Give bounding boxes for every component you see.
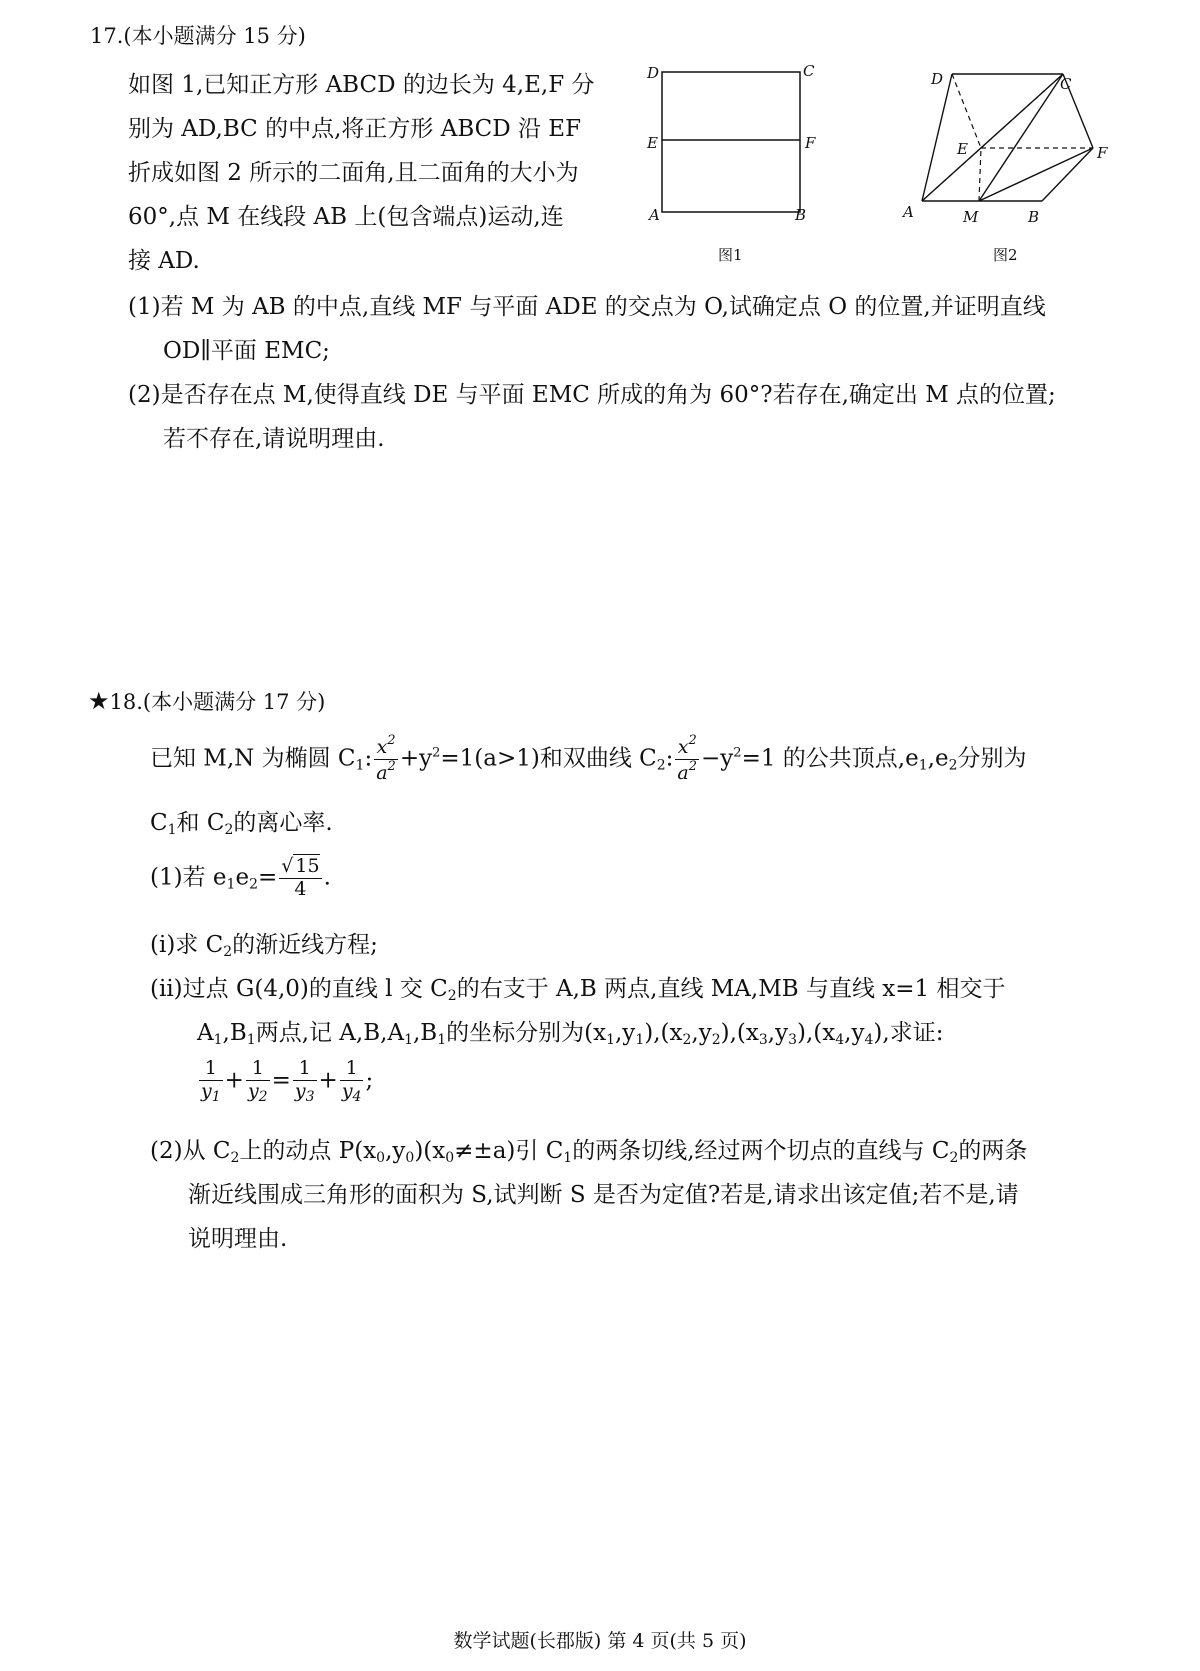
a: a: [677, 761, 689, 784]
s: 4: [835, 1032, 845, 1048]
figure-1: [640, 56, 830, 271]
plus: +: [318, 1067, 338, 1094]
q18-part2-line1: [150, 1132, 1027, 1166]
q18-part2-line3: 说明理由.: [188, 1226, 288, 1252]
sup-2: 2: [733, 745, 742, 761]
s: 1: [211, 1088, 221, 1105]
sub-2: 2: [224, 822, 234, 838]
hyperbola-fraction: [675, 734, 699, 785]
sqrt15-over-4: [279, 856, 321, 901]
s: 2: [230, 1150, 240, 1166]
fig1-caption: 图1: [718, 246, 743, 264]
t: 的坐标分别为(x: [446, 1020, 607, 1046]
star-icon: ★: [88, 687, 110, 715]
t: ),(x: [797, 1020, 836, 1046]
plus: +: [224, 1067, 244, 1094]
pii-a: (ⅱ)过点 G(4,0)的直线 l 交 C: [150, 976, 448, 1002]
t: 的两条切线,经过两个切点的直线与 C: [572, 1138, 950, 1164]
q17-stem-line-1: 如图 1,已知正方形 ABCD 的边长为 4,E,F 分: [128, 72, 595, 98]
s: 1: [404, 1032, 413, 1048]
y: y: [294, 1079, 306, 1102]
t: ,B: [222, 1020, 247, 1046]
s: 0: [405, 1150, 415, 1166]
fig2-dash-ae: [922, 148, 981, 201]
q17-stem-line-4: 60°,点 M 在线段 AB 上(包含端点)运动,连: [128, 204, 564, 230]
frac-1-y1: [199, 1058, 223, 1105]
fig1-label-f: F: [805, 134, 816, 152]
fig1-square: [662, 72, 800, 212]
t: ,y: [615, 1020, 636, 1046]
a: a: [376, 761, 388, 784]
comma-e: ,e: [927, 745, 949, 772]
sub-2: 2: [249, 876, 258, 893]
fig2-dash-de: [952, 74, 981, 148]
sub-2: 2: [447, 988, 457, 1004]
equals: =: [257, 864, 278, 891]
respectively: 分别为: [957, 745, 1027, 772]
q18-part2-line2: 渐近线围成三角形的面积为 S,试判断 S 是否为定值?若是,请求出该定值;若不是,请: [188, 1182, 1019, 1208]
sub-2: 2: [223, 944, 233, 960]
fig2-edge-da: [922, 74, 952, 201]
sub-1: 1: [167, 822, 177, 838]
fig2-label-m: M: [963, 208, 979, 226]
t: (2)从 C: [150, 1138, 231, 1164]
sup-2: 2: [387, 733, 396, 748]
fig1-label-d: D: [647, 64, 660, 82]
eccentricity-text: 的离心率.: [233, 810, 333, 836]
pi-tail: 的渐近线方程;: [232, 932, 378, 958]
s: 3: [788, 1032, 798, 1048]
q18-stem-line-2: [150, 804, 333, 838]
fig1-label-e: E: [647, 134, 658, 152]
n: 1: [293, 1058, 317, 1081]
t: ,y: [844, 1020, 865, 1046]
n: 1: [246, 1058, 270, 1081]
fig2-caption: 图2: [993, 246, 1018, 264]
s: 4: [864, 1032, 874, 1048]
s: 2: [682, 1032, 692, 1048]
s: 2: [258, 1088, 268, 1105]
fig2-dash-me: [979, 148, 981, 201]
n: 1: [199, 1058, 223, 1081]
fig2-label-b: B: [1028, 208, 1040, 226]
q18-header: 18.(本小题满分 17 分): [109, 690, 326, 714]
plus-y: +y: [399, 745, 433, 772]
s: 1: [635, 1032, 645, 1048]
s: 1: [246, 1032, 256, 1048]
p1-prefix: (1)若 e: [150, 864, 227, 891]
sup-2: 2: [688, 733, 697, 748]
fig2-label-f: F: [1097, 144, 1108, 162]
s: 1: [437, 1032, 447, 1048]
q17-stem-line-2: 别为 AD,BC 的中点,将正方形 ABCD 沿 EF: [128, 116, 582, 142]
sub-1: 1: [226, 876, 236, 893]
fig1-label-c: C: [803, 62, 815, 80]
sup-2: 2: [432, 745, 441, 761]
t: 两点,记 A,B,A: [255, 1020, 405, 1046]
fig2-edge-bf: [1042, 148, 1093, 201]
sub-1: 1: [355, 757, 365, 774]
q17-stem-line-5: 接 AD.: [128, 248, 200, 274]
fig2-label-d: D: [931, 70, 944, 88]
colon: :: [364, 745, 373, 772]
semicolon: ;: [365, 1067, 374, 1094]
pii-b: 的右支于 A,B 两点,直线 MA,MB 与直线 x=1 相交于: [456, 976, 1006, 1002]
e: e: [235, 864, 250, 891]
t: ,B: [412, 1020, 438, 1046]
t: ),(x: [720, 1020, 759, 1046]
t: 的两条: [958, 1138, 1028, 1164]
t: )(x: [414, 1138, 446, 1164]
q18-stem-line-1: [150, 734, 1027, 785]
s: 2: [711, 1032, 721, 1048]
fig2-label-e: E: [957, 140, 968, 158]
pi-prefix: (ⅰ)求 C: [150, 932, 224, 958]
s: 1: [563, 1150, 573, 1166]
t: 上的动点 P(x: [239, 1138, 377, 1164]
t: ,y: [385, 1138, 406, 1164]
t: ),求证:: [873, 1020, 944, 1046]
sub-2: 2: [656, 757, 666, 774]
fig2-label-a: A: [903, 203, 914, 221]
figure-2: [895, 56, 1125, 271]
s: 1: [213, 1032, 223, 1048]
t: ,y: [767, 1020, 789, 1046]
frac-1-y4: [340, 1058, 364, 1105]
y: y: [341, 1079, 353, 1102]
q17-stem-line-3: 折成如图 2 所示的二面角,且二面角的大小为: [128, 160, 579, 186]
period: .: [323, 864, 331, 891]
s: 3: [305, 1088, 315, 1105]
s: 3: [758, 1032, 768, 1048]
q17-part1-line2: OD∥平面 EMC;: [163, 338, 330, 364]
s: 1: [606, 1032, 615, 1048]
q18-part1-i: [150, 926, 378, 960]
fig2-label-c: C: [1060, 75, 1072, 93]
y: y: [247, 1079, 259, 1102]
s: 0: [376, 1150, 386, 1166]
s: 2: [949, 1150, 959, 1166]
sup-2: 2: [387, 758, 396, 774]
t: ≠±a)引 C: [454, 1138, 564, 1164]
radicand: 15: [295, 855, 320, 877]
t: ),(x: [644, 1020, 683, 1046]
q18-intro-text: 已知 M,N 为椭圆 C: [150, 745, 356, 772]
q18-part1-ii-line2: [197, 1014, 943, 1048]
q18-part1-ii-line1: [150, 970, 1006, 1004]
sub-1: 1: [918, 757, 928, 774]
q17-header: 17.(本小题满分 15 分): [90, 24, 306, 48]
ellipse-fraction: [374, 734, 398, 785]
q18-part1-ii-equation: [197, 1058, 373, 1105]
n: 1: [340, 1058, 364, 1081]
fig1-label-b: B: [795, 206, 807, 224]
sub-2: 2: [948, 757, 958, 774]
c: C: [150, 810, 168, 836]
colon: :: [665, 745, 674, 772]
q18-header-row: [88, 686, 325, 716]
q17-part1-line1: (1)若 M 为 AB 的中点,直线 MF 与平面 ADE 的交点为 O,试确定点 O 的位置,并证明直线: [128, 294, 1046, 320]
fig1-label-a: A: [649, 206, 660, 224]
equals: =: [271, 1067, 291, 1094]
and-c: 和 C: [176, 810, 225, 836]
y: y: [201, 1079, 212, 1102]
t: A: [197, 1020, 214, 1046]
x: x: [677, 736, 689, 758]
x: x: [376, 736, 388, 758]
denominator: 4: [294, 877, 307, 900]
t: ,y: [691, 1020, 712, 1046]
page-footer: 数学试题(长郡版) 第 4 页(共 5 页): [453, 1630, 747, 1652]
minus-y: −y: [701, 745, 734, 772]
sup-2: 2: [688, 758, 698, 774]
frac-1-y2: [246, 1058, 270, 1105]
frac-1-y3: [293, 1058, 317, 1105]
ellipse-condition: =1(a>1)和双曲线 C: [440, 745, 657, 772]
q17-part2-line1: (2)是否存在点 M,使得直线 DE 与平面 EMC 所成的角为 60°?若存在,确定出 M 点的位置;: [128, 382, 1056, 408]
hyperbola-tail: =1 的公共顶点,e: [741, 745, 919, 772]
s: 4: [352, 1088, 362, 1105]
q18-part1: [150, 856, 331, 901]
q17-part2-line2: 若不存在,请说明理由.: [163, 426, 385, 452]
sqrt-icon: √: [281, 855, 294, 877]
s: 0: [445, 1150, 455, 1166]
